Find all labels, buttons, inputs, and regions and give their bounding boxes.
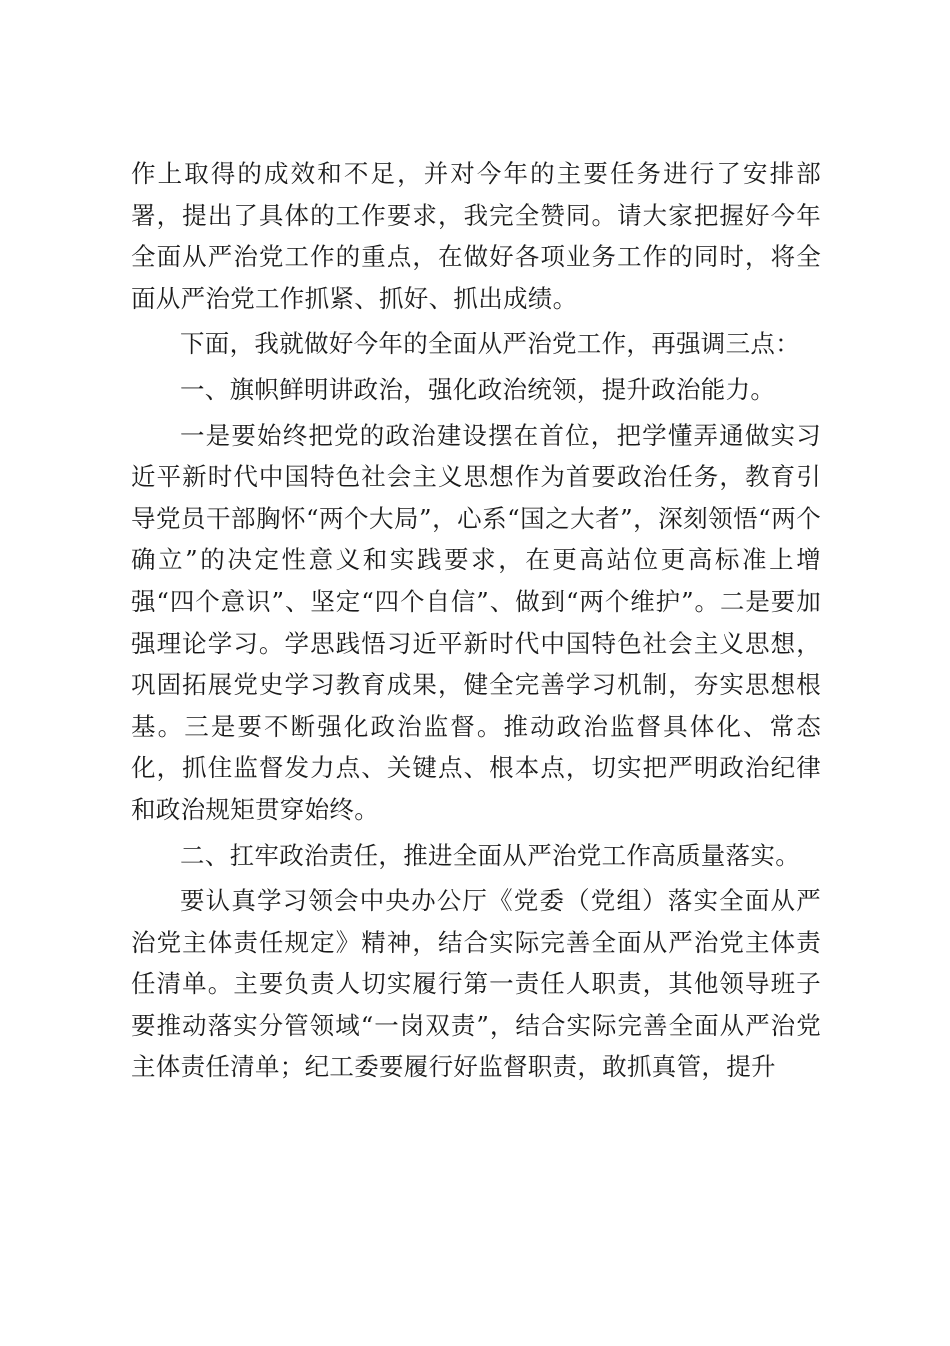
paragraph-2: 下面，我就做好今年的全面从严治党工作，再强调三点： — [180, 329, 800, 359]
paragraph-4: 一是要始终把党的政治建设摆在首位，把学懂弄通做实习近平新时代中国特色社会主义思想作为首要政治任务，教育引导党员干部胸怀“两个大局”，心系“国之大者”，深刻领悟“两个确立”的决定性意义和实践要求，在更高站位更高标准上增强“四个意识”、坚定“四个自信”、做到“两个维护”。二是要加强理论学习。学思践悟习近平新时代中国特色社会主义思想，巩固拓展党史学习教育成果，健全完善学习机制，夯实思想根基。三是要不断强化政治监督。推动政治监督具体化、常态化，抓住监督发力点、关键点、根本点，切实把严明政治纪律和政治规矩贯穿始终。 — [131, 420, 821, 824]
paragraph-6: 要认真学习领会中央办公厅《党委（党组）落实全面从严治党主体责任规定》精神，结合实际完善全面从严治党主体责任清单。主要负责人切实履行第一责任人职责，其他领导班子要推动落实分管领域“一岗双责”，结合实际完善全面从严治党主体责任清单；纪工委要履行好监督职责，敢抓真管，提升 — [131, 886, 821, 1082]
section-heading-1: 一、旗帜鲜明讲政治，强化政治统领，提升政治能力。 — [180, 374, 776, 404]
paragraph-1: 作上取得的成效和不足，并对今年的主要任务进行了安排部署，提出了具体的工作要求，我完全赞同。请大家把握好今年全面从严治党工作的重点，在做好各项业务工作的同时，将全面从严治党工作抓紧、抓好、抓出成绩。 — [131, 159, 821, 313]
section-heading-2: 二、扛牢政治责任，推进全面从严治党工作高质量落实。 — [180, 840, 800, 870]
document-body — [131, 153, 821, 1088]
